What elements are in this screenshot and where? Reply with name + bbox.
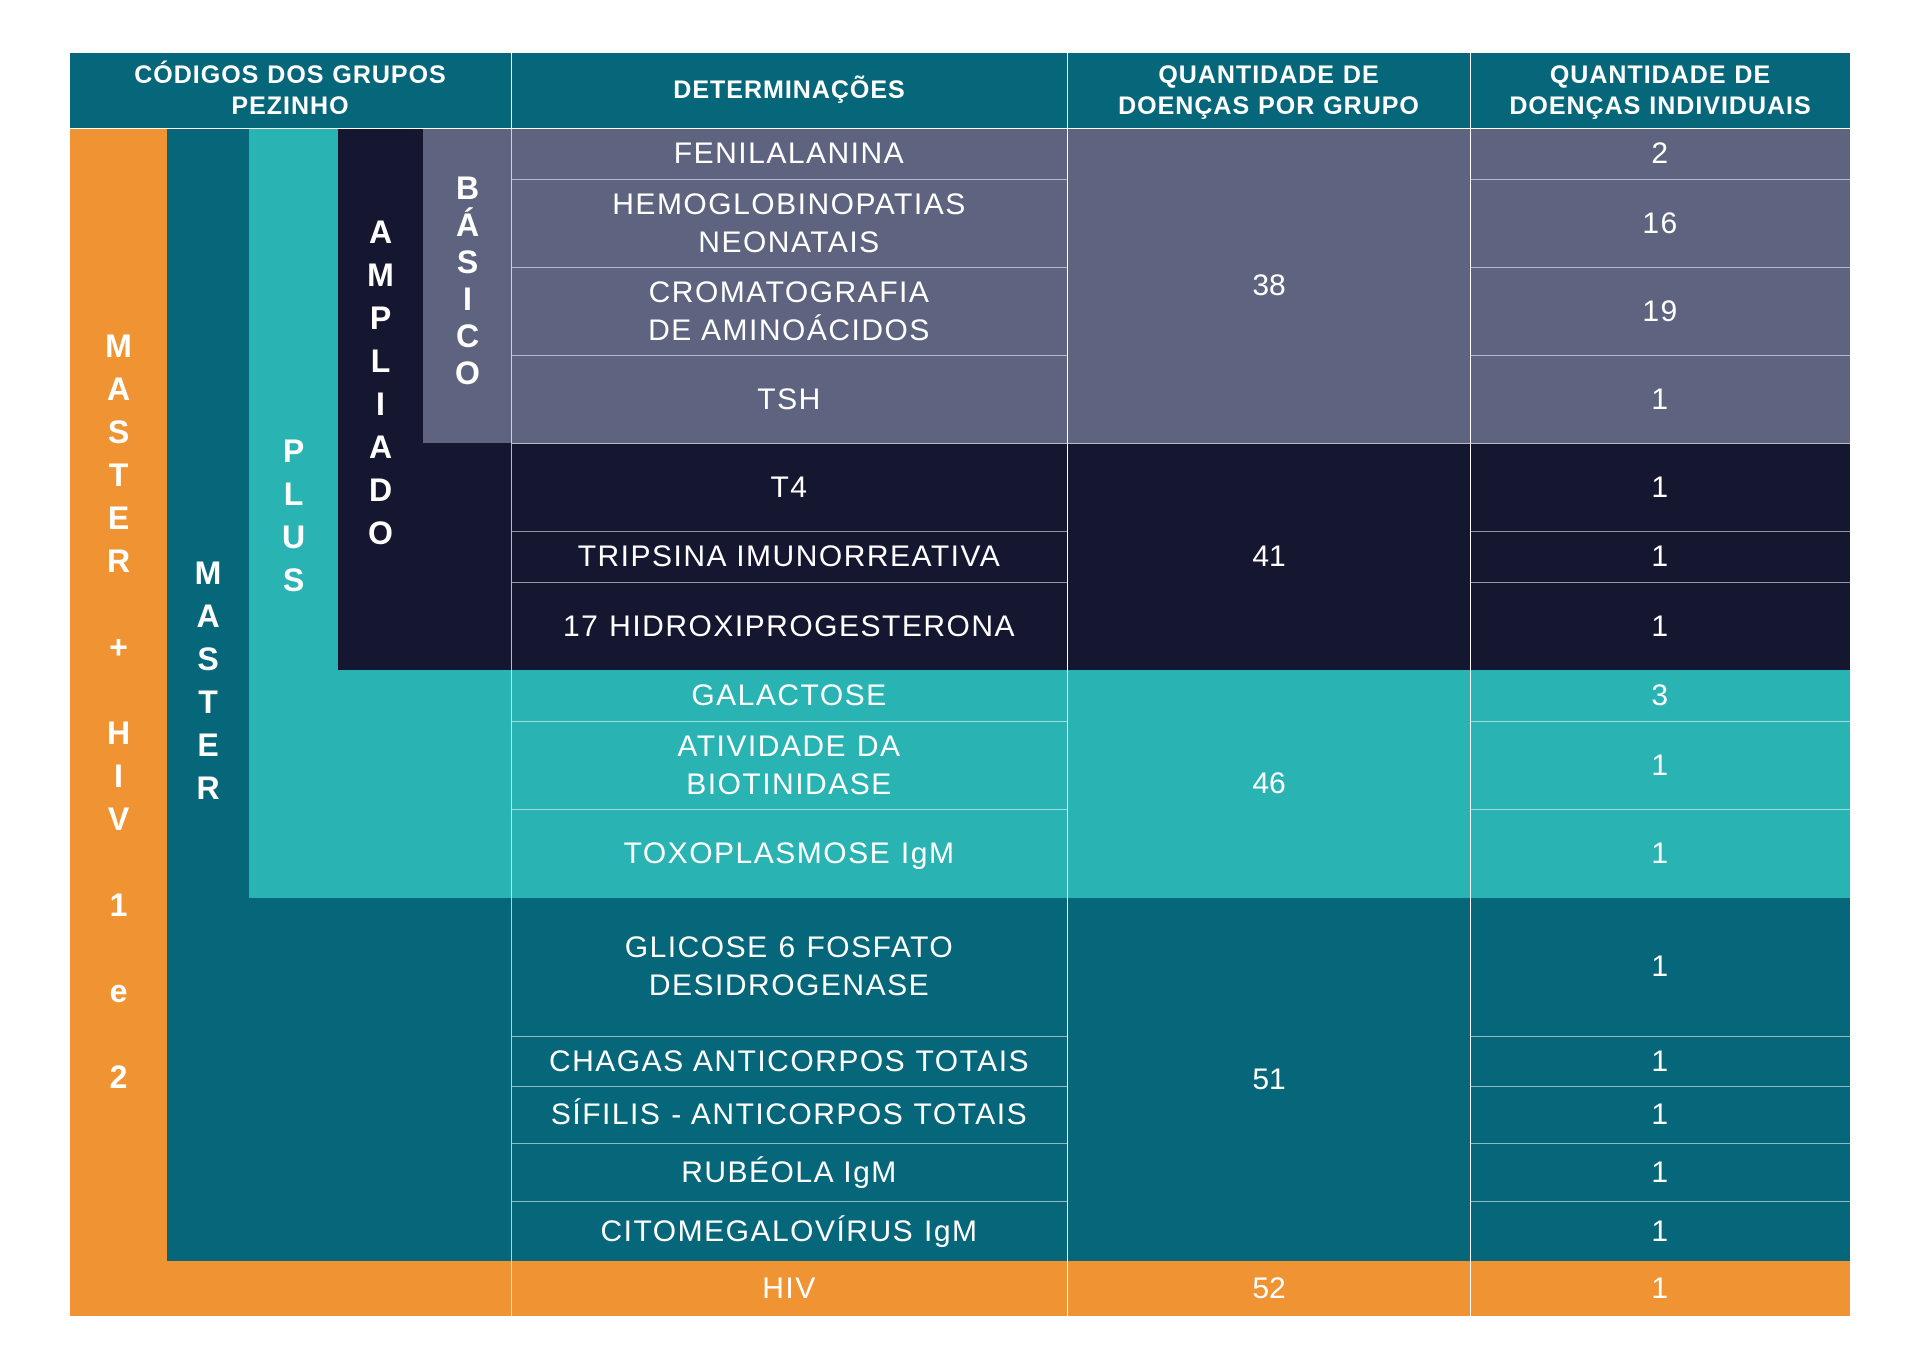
group-label-letter: U xyxy=(281,519,306,555)
determination-cell: T4 xyxy=(512,444,1067,532)
group-label-letter: T xyxy=(198,684,218,720)
determination-cell: TRIPSINA IMUNORREATIVA xyxy=(512,532,1067,583)
individual-count-cell: 2 xyxy=(1471,129,1850,180)
group-label-letter: E xyxy=(107,500,130,536)
group-label-letter: V xyxy=(107,801,130,837)
group-label-ampliado xyxy=(338,211,423,555)
determination-cell: TSH xyxy=(512,356,1067,444)
determination-cell: SÍFILIS - ANTICORPOS TOTAIS xyxy=(512,1087,1067,1144)
group-label-letter: A xyxy=(368,214,393,250)
individual-count-cell: 1 xyxy=(1471,356,1850,444)
group-label-letter: L xyxy=(283,476,304,512)
group-total-basico: 38 xyxy=(1068,129,1470,444)
group-label-letter: e xyxy=(109,973,128,1009)
determination-cell: ATIVIDADE DA BIOTINIDASE xyxy=(512,722,1067,810)
group-label-letter: L xyxy=(370,343,391,379)
group-label-letter: P xyxy=(282,433,305,469)
group-total-ampliado: 41 xyxy=(1068,444,1470,670)
individual-count-cell: 1 xyxy=(1471,1037,1850,1087)
individual-count-cell: 19 xyxy=(1471,268,1850,356)
header-individual: QUANTIDADE DE DOENÇAS INDIVIDUAIS xyxy=(1471,53,1850,128)
group-label-letter: M xyxy=(194,555,222,591)
group-label-master xyxy=(167,552,249,810)
header-determinations: DETERMINAÇÕES xyxy=(512,53,1067,128)
group-label-master-hiv xyxy=(70,325,167,1099)
determination-cell: CITOMEGALOVÍRUS IgM xyxy=(512,1202,1067,1261)
group-total-master: 51 xyxy=(1068,898,1470,1261)
determination-cell: RUBÉOLA IgM xyxy=(512,1144,1067,1202)
group-label-letter: R xyxy=(106,543,131,579)
determination-cell: CHAGAS ANTICORPOS TOTAIS xyxy=(512,1037,1067,1087)
group-label-basico xyxy=(423,170,512,392)
individual-count-cell: 1 xyxy=(1471,444,1850,532)
determination-cell: CROMATOGRAFIA DE AMINOÁCIDOS xyxy=(512,268,1067,356)
individual-count-cell: 1 xyxy=(1471,1087,1850,1144)
group-label-letter: O xyxy=(455,355,480,391)
individual-count-cell: 16 xyxy=(1471,180,1850,268)
group-label-letter: H xyxy=(106,715,131,751)
individual-count-cell: 1 xyxy=(1471,1202,1850,1261)
column-divider xyxy=(511,53,512,1316)
group-label-letter: A xyxy=(196,598,220,634)
group-label-letter: T xyxy=(108,457,129,493)
header-groups: CÓDIGOS DOS GRUPOS PEZINHO xyxy=(70,53,511,128)
determination-cell: GALACTOSE xyxy=(512,670,1067,722)
column-divider xyxy=(1067,53,1068,1316)
group-label-letter: S xyxy=(197,641,219,677)
group-label-letter: I xyxy=(114,758,123,794)
determination-cell: TOXOPLASMOSE IgM xyxy=(512,810,1067,898)
column-divider xyxy=(1470,53,1471,1316)
group-label-letter: B xyxy=(455,170,480,206)
determination-cell: 17 HIDROXIPROGESTERONA xyxy=(512,583,1067,670)
individual-count-cell: 1 xyxy=(1471,810,1850,898)
determination-cell: HEMOGLOBINOPATIAS NEONATAIS xyxy=(512,180,1067,268)
individual-count-cell: 1 xyxy=(1471,532,1850,583)
group-label-letter: I xyxy=(376,386,385,422)
individual-count-cell: 3 xyxy=(1471,670,1850,722)
group-label-plus xyxy=(249,430,338,602)
group-label-letter: R xyxy=(196,770,220,806)
header-per-group: QUANTIDADE DE DOENÇAS POR GRUPO xyxy=(1068,53,1470,128)
group-label-letter: Á xyxy=(455,207,480,243)
individual-count-cell: 1 xyxy=(1471,898,1850,1037)
group-label-letter: A xyxy=(106,371,131,407)
group-total-hiv: 52 xyxy=(1068,1261,1470,1316)
group-label-letter: D xyxy=(368,472,393,508)
group-label-letter: M xyxy=(367,257,394,293)
group-label-letter: O xyxy=(368,515,393,551)
group-label-letter: + xyxy=(109,629,128,665)
group-total-plus: 46 xyxy=(1068,670,1470,898)
group-label-letter: S xyxy=(282,562,305,598)
group-label-letter: S xyxy=(456,244,479,280)
group-label-letter: S xyxy=(107,414,130,450)
individual-count-cell: 1 xyxy=(1471,1261,1850,1316)
group-label-letter: E xyxy=(197,727,219,763)
group-label-letter: 2 xyxy=(109,1059,128,1095)
individual-count-cell: 1 xyxy=(1471,583,1850,670)
determination-cell: HIV xyxy=(512,1261,1067,1316)
group-label-letter: C xyxy=(455,318,480,354)
group-label-letter: A xyxy=(368,429,393,465)
group-label-letter: 1 xyxy=(109,887,128,923)
determination-cell: GLICOSE 6 FOSFATO DESIDROGENASE xyxy=(512,898,1067,1037)
determination-cell: FENILALANINA xyxy=(512,129,1067,180)
group-label-letter: M xyxy=(105,328,132,364)
individual-count-cell: 1 xyxy=(1471,1144,1850,1202)
individual-count-cell: 1 xyxy=(1471,722,1850,810)
group-label-letter: I xyxy=(463,281,472,317)
group-label-letter: P xyxy=(369,300,392,336)
